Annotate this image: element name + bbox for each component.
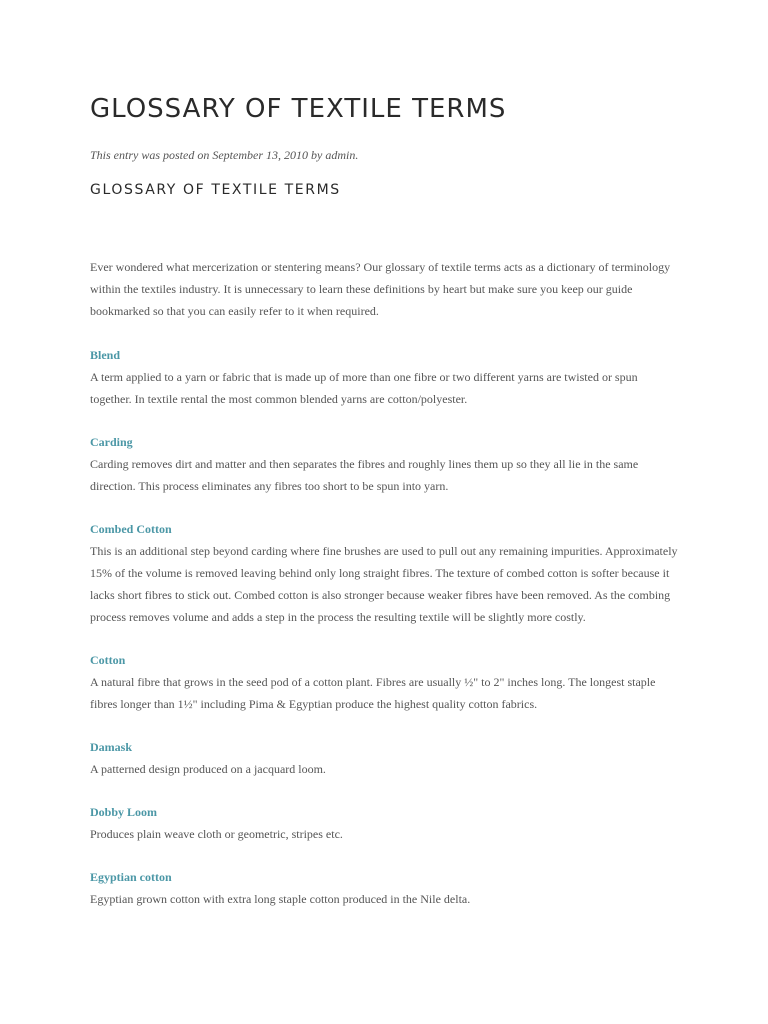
glossary-definition: A term applied to a yarn or fabric that is made up of more than one fibre or two different yarns are twisted or spun together. In textile rental the most common blended yarns are cotton/polyester. xyxy=(90,370,638,406)
glossary-term: Dobby Loom xyxy=(90,805,158,819)
page-title: GLOSSARY OF TEXTILE TERMS xyxy=(90,94,507,124)
glossary-entry xyxy=(90,649,682,715)
glossary-term: Carding xyxy=(90,435,133,449)
glossary-term: Blend xyxy=(90,348,121,362)
glossary-definition: Produces plain weave cloth or geometric, stripes etc. xyxy=(90,827,343,841)
glossary-definition: A natural fibre that grows in the seed pod of a cotton plant. Fibres are usually ½" to 2" inches long. The longest staple fibres longer than 1½" including Pima & Egyptian produce the highest quality cotton fabrics. xyxy=(90,675,656,711)
section-title: GLOSSARY OF TEXTILE TERMS xyxy=(90,182,341,198)
glossary-entry xyxy=(90,518,682,628)
glossary-definition: This is an additional step beyond carding where fine brushes are used to pull out any remaining impurities. Approximately 15% of the volume is removed leaving behind only long straight fibres. The texture of combed cotton is softer because it lacks short fibres to stick out. Combed cotton is also stronger because weaker fibres have been removed. As the combing process removes volume and adds a step in the process the resulting textile will be slightly more costly. xyxy=(90,544,678,624)
glossary-entry xyxy=(90,736,682,780)
post-meta: This entry was posted on September 13, 2010 by admin. xyxy=(90,148,359,162)
article-content xyxy=(90,256,682,931)
glossary-entry xyxy=(90,431,682,497)
glossary-definition: Carding removes dirt and matter and then separates the fibres and roughly lines them up so they all lie in the same direction. This process eliminates any fibres too short to be spun into yarn. xyxy=(90,457,639,493)
glossary-entry xyxy=(90,344,682,410)
glossary-entry xyxy=(90,801,682,845)
intro-paragraph: Ever wondered what mercerization or stentering means? Our glossary of textile terms acts as a dictionary of terminology within the textiles industry. It is unnecessary to learn these definitions by heart but make sure you keep our guide bookmarked so that you can easily refer to it when required. xyxy=(90,260,671,318)
glossary-term: Egyptian cotton xyxy=(90,870,172,884)
glossary-term: Cotton xyxy=(90,653,126,667)
glossary-definition: A patterned design produced on a jacquard loom. xyxy=(90,762,326,776)
glossary-entry xyxy=(90,866,682,910)
glossary-term: Combed Cotton xyxy=(90,522,172,536)
glossary-definition: Egyptian grown cotton with extra long staple cotton produced in the Nile delta. xyxy=(90,892,471,906)
glossary-term: Damask xyxy=(90,740,133,754)
